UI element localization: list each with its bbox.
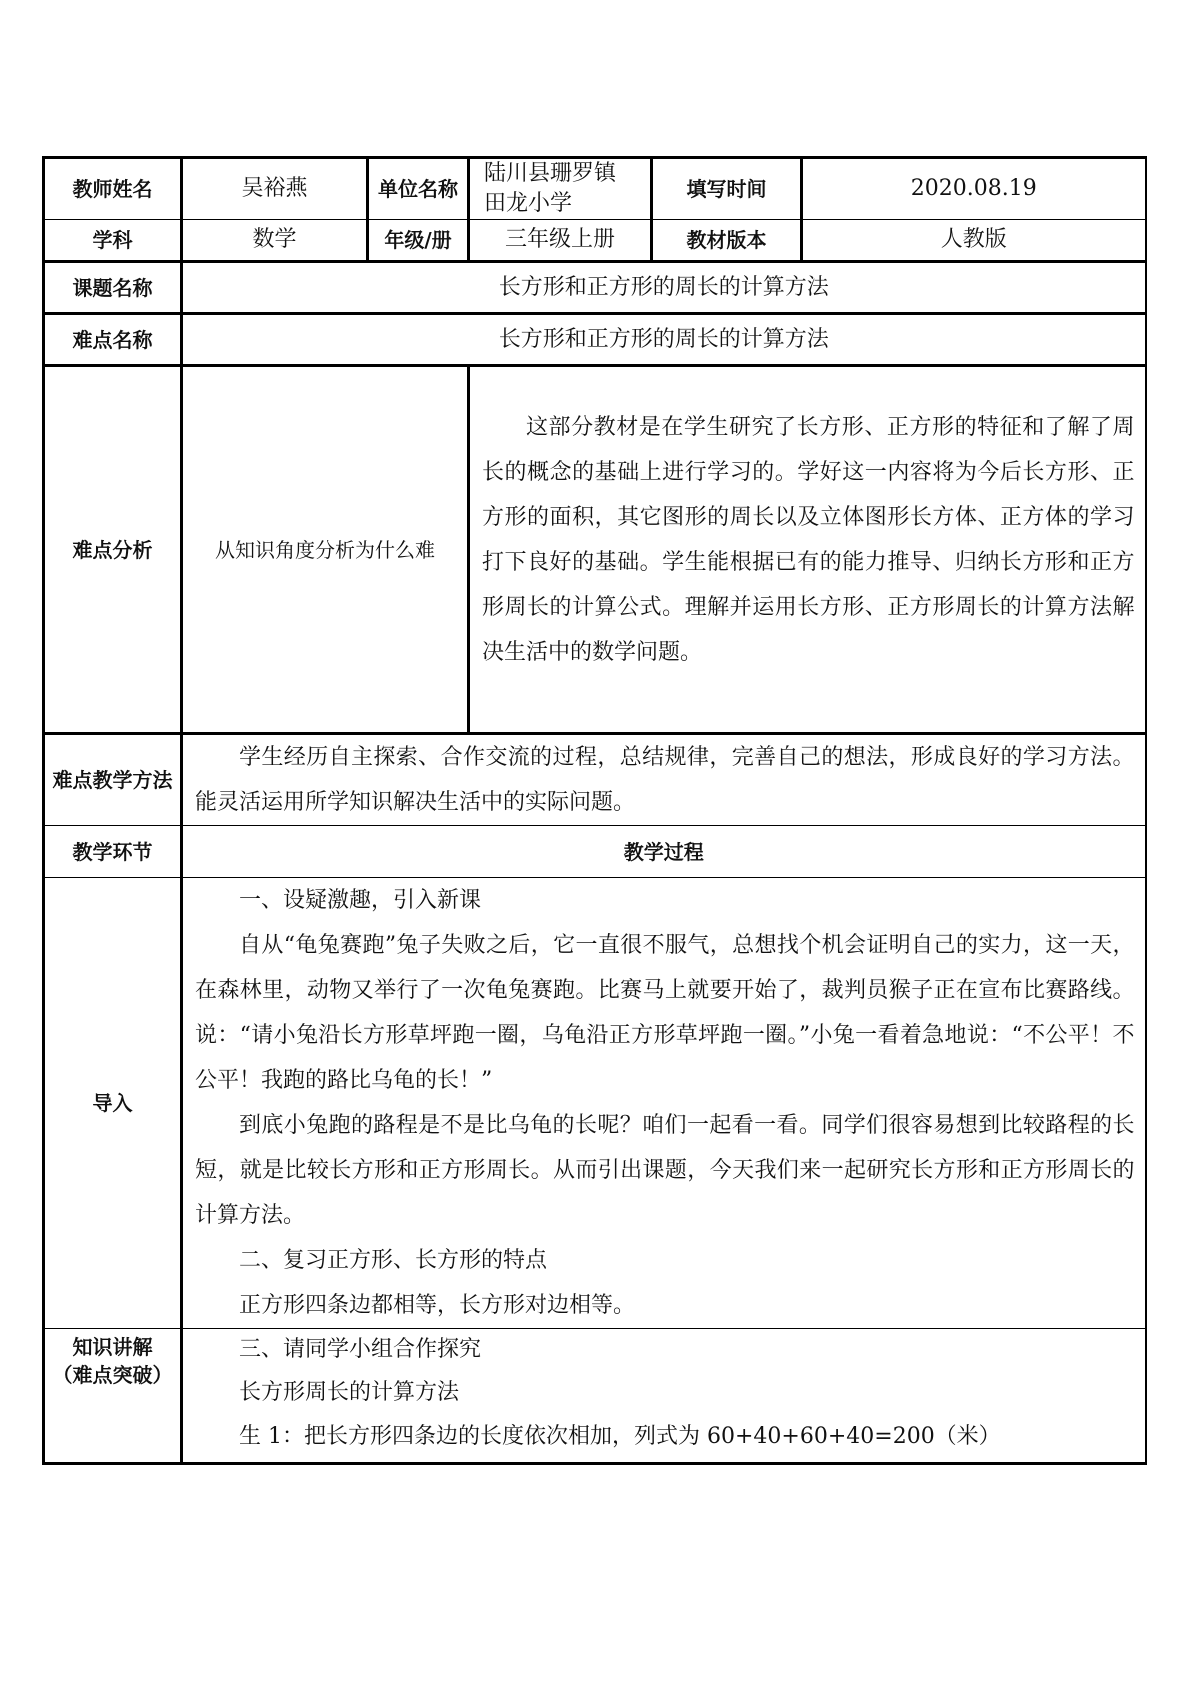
knowledge-sub-label: （难点突破） — [52, 1363, 173, 1387]
teacher-name-value: 吴裕燕 — [182, 158, 368, 220]
knowledge-line-2: 生 1：把长方形四条边的长度依次相加，列式为 60+40+60+40=200（米） — [239, 1424, 1001, 1449]
difficulty-label: 难点名称 — [44, 314, 182, 366]
intro-paragraph-3: 正方形四条边都相等，长方形对边相等。 — [239, 1293, 636, 1318]
difficulty-value: 长方形和正方形的周长的计算方法 — [182, 314, 1146, 366]
edition-label: 教材版本 — [652, 220, 802, 262]
intro-label: 导入 — [44, 878, 182, 1329]
subject-value: 数学 — [182, 220, 368, 262]
teacher-name-label: 教师姓名 — [44, 158, 182, 220]
intro-heading-1: 一、设疑激趣，引入新课 — [239, 888, 482, 913]
knowledge-heading: 三、请同学小组合作探究 — [239, 1337, 482, 1362]
subject-label: 学科 — [44, 220, 182, 262]
method-label: 难点教学方法 — [44, 734, 182, 826]
unit-name-value: 陆川县珊罗镇田龙小学 — [469, 158, 652, 220]
lesson-plan-document — [42, 156, 1144, 1465]
intro-paragraph-2: 到底小兔跑的路程是不是比乌龟的长呢？咱们一起看一看。同学们很容易想到比较路程的长短，就是比较长方形和正方形周长。从而引出课题，今天我们来一起研究长方形和正方形周长的计算方法。 — [195, 1113, 1135, 1228]
unit-name-label: 单位名称 — [368, 158, 469, 220]
knowledge-label: 知识讲解 — [72, 1335, 153, 1359]
process-header-value: 教学过程 — [182, 826, 1146, 878]
grade-value: 三年级上册 — [469, 220, 652, 262]
lesson-plan-table — [42, 156, 1147, 1465]
edition-value: 人教版 — [802, 220, 1146, 262]
fill-date-value: 2020.08.19 — [802, 158, 1146, 220]
process-stage-label: 教学环节 — [44, 826, 182, 878]
knowledge-line-1: 长方形周长的计算方法 — [239, 1380, 460, 1405]
fill-date-label: 填写时间 — [652, 158, 802, 220]
intro-paragraph-1: 自从“龟兔赛跑”兔子失败之后，它一直很不服气，总想找个机会证明自己的实力，这一天，在森林里，动物又举行了一次龟兔赛跑。比赛马上就要开始了，裁判员猴子正在宣布比赛路线。说：“请小兔沿长方形草坪跑一圈，乌龟沿正方形草坪跑一圈。”小兔一看着急地说：“不公平！不公平！我跑的路比乌龟的长！” — [195, 933, 1135, 1093]
topic-label: 课题名称 — [44, 262, 182, 314]
analysis-label: 难点分析 — [44, 366, 182, 734]
analysis-text: 这部分教材是在学生研究了长方形、正方形的特征和了解了周长的概念的基础上进行学习的。学好这一内容将为今后长方形、正方形的面积，其它图形的周长以及立体图形长方体、正方体的学习打下良好的基础。学生能根据已有的能力推导、归纳长方形和正方形周长的计算公式。理解并运用长方形、正方形周长的计算方法解决生活中的数学问题。 — [482, 415, 1135, 665]
grade-label: 年级/册 — [368, 220, 469, 262]
method-text: 学生经历自主探索、合作交流的过程，总结规律，完善自己的想法，形成良好的学习方法。能灵活运用所学知识解决生活中的实际问题。 — [195, 745, 1135, 815]
topic-value: 长方形和正方形的周长的计算方法 — [182, 262, 1146, 314]
analysis-sub-label: 从知识角度分析为什么难 — [215, 537, 435, 562]
intro-heading-2: 二、复习正方形、长方形的特点 — [239, 1248, 548, 1273]
